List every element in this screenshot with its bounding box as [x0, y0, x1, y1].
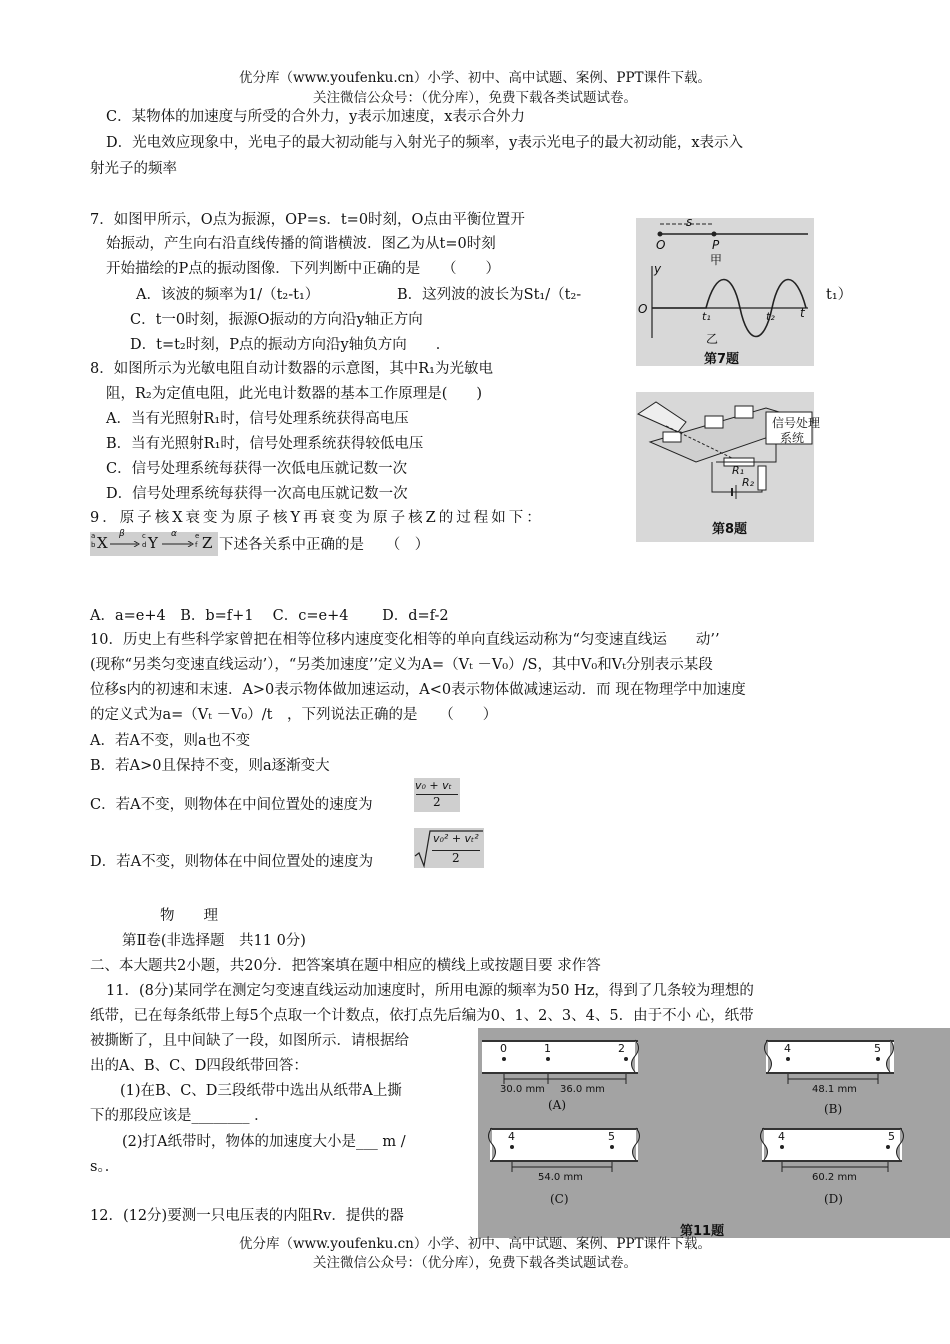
q8-option-c: C．信号处理系统每获得一次低电压就记数一次	[106, 461, 408, 477]
q8-fig-r2: R₂	[742, 476, 755, 489]
q11-label-d: (D)	[824, 1192, 843, 1206]
q7-option-d: D．t=t₂时刻，P点的振动方向沿y轴负方向 ．	[130, 337, 451, 353]
q11-d-point-4: 4	[778, 1130, 785, 1143]
q7-option-c: C．t一0时刻，振源O振动的方向沿y轴正方向	[130, 312, 423, 328]
q7-fig-caption: 第7题	[704, 352, 740, 367]
q9-formula-a: a	[91, 532, 96, 540]
q7-fig-t: t	[800, 306, 805, 320]
q11-tape-c-marks	[482, 1126, 644, 1162]
q9-formula-c: c	[142, 532, 146, 540]
q11-sub2-b: s。．	[90, 1159, 120, 1175]
q9-arrow-2-icon	[162, 541, 194, 547]
q11-sub1-a: (1)在B、C、D三段纸带中选出从纸带A上撕	[120, 1083, 402, 1099]
q11-a-point-0: 0	[500, 1042, 507, 1055]
q10-option-c-numerator: v₀ + vₜ	[415, 779, 452, 792]
q10-option-c-denominator: 2	[433, 795, 441, 809]
q11-c-point-4: 4	[508, 1130, 515, 1143]
q10-line-3: 位移s内的初速和末速．A>0表示物体做加速运动，A<0表示物体做减速运动．而 现在物理学中加速度	[90, 682, 746, 698]
q9-formula-z: Z	[202, 534, 213, 552]
q11-fig-caption: 第11题	[680, 1224, 725, 1239]
q9-formula-alpha: α	[171, 529, 177, 539]
q7-stem-1: 7．如图甲所示，O点为振源，OP=s．t=0时刻，O点由平衡位置开	[90, 212, 525, 228]
q9-arrow-1-icon	[110, 541, 140, 547]
q10-line-4: 的定义式为a=（Vₜ －V₀）/t ，下列说法正确的是 （ ）	[90, 707, 498, 723]
q11-a-distance-2: 36.0 mm	[560, 1084, 605, 1095]
q11-b-dimension-line	[786, 1074, 880, 1084]
q11-label-c: (C)	[550, 1192, 569, 1206]
q10-option-d: D．若A不变，则物体在中间位置处的速度为	[90, 854, 374, 870]
q7-stem-2: 始振动，产生向右沿直线传播的简谐横波．图乙为从t=0时刻	[106, 236, 496, 252]
q9-formula-y: Y	[148, 534, 158, 552]
header-line-2: 关注微信公众号：（优分库），免费下载各类试题试卷。	[313, 90, 637, 106]
q10-option-c: C．若A不变，则物体在中间位置处的速度为	[90, 797, 373, 813]
q8-fig-caption: 第8题	[712, 522, 748, 537]
q8-option-a: A．当有光照射R₁时，信号处理系统获得高电压	[106, 411, 409, 427]
q11-line-1: 11．(8分)某同学在测定匀变速直线运动加速度时，所用电源的频率为50 Hz，得到了几条较为理想的	[106, 983, 754, 999]
q9-formula-d: d	[142, 541, 147, 549]
q11-a-distance-1: 30.0 mm	[500, 1084, 545, 1095]
q8-stem-1: 8．如图所示为光敏电阻自动计数器的示意图，其中R₁为光敏电	[90, 361, 493, 377]
q7-fig-jia: 甲	[710, 253, 723, 267]
part2-title: 第Ⅱ卷(非选择题 共11 0分)	[122, 933, 306, 949]
q7-fig-o2: O	[638, 302, 648, 316]
header-line-1: 优分库（www.youfenku.cn）小学、初中、高中试题、案例、PPT课件下载。	[238, 70, 712, 86]
q10-option-c-fraction	[414, 778, 460, 812]
q9-decay-formula	[90, 529, 218, 556]
q9-formula-beta: β	[119, 529, 125, 539]
q10-option-d-numerator: v₀² + vₜ²	[433, 832, 479, 845]
q11-sub2-a: (2)打A纸带时，物体的加速度大小是___ m /	[122, 1134, 406, 1150]
q9-formula-f: f	[195, 541, 198, 549]
q7-fig-s: s	[686, 215, 693, 229]
q7-fig-t1: t₁	[702, 310, 711, 323]
q11-label-b: (B)	[824, 1102, 843, 1116]
q7-fig-y: y	[654, 262, 662, 276]
q8-figure	[636, 392, 821, 542]
q11-d-dimension-line	[780, 1162, 892, 1172]
q11-line-2: 纸带，已在每条纸带上每5个点取一个计数点，依打点先后编为0、1、2、3、4、5．由于不小 心，纸带	[90, 1008, 754, 1024]
q10-option-d-sqrt-fraction	[414, 828, 484, 868]
q8-fig-box-2: 系统	[780, 431, 805, 445]
q11-c-distance: 54.0 mm	[538, 1172, 583, 1183]
q8-fig-r1: R₁	[732, 464, 745, 477]
q9-stem-2: 下述各关系中正确的是 （ ）	[219, 537, 430, 553]
q6-option-c: C．某物体的加速度与所受的合外力，y表示加速度，x表示合外力	[106, 109, 525, 125]
q11-b-distance: 48.1 mm	[812, 1084, 857, 1095]
q7-fig-o: O	[656, 238, 666, 252]
q8-option-b: B．当有光照射R₁时，信号处理系统获得较低电压	[106, 436, 424, 452]
q9-formula-b: b	[91, 541, 96, 549]
q11-a-point-2: 2	[618, 1042, 625, 1055]
q6-option-d: D．光电效应现象中，光电子的最大初动能与入射光子的频率，y表示光电子的最大初动能，x表示入	[106, 135, 743, 151]
q11-figure	[478, 1028, 950, 1238]
q10-option-b: B．若A>0且保持不变，则a逐渐变大	[90, 758, 330, 774]
q7-fig-t2: t₂	[766, 310, 775, 323]
q8-fig-box-1: 信号处理	[772, 416, 821, 430]
q7-option-b: B．这列波的波长为St₁/（t₂-	[397, 287, 582, 303]
q9-formula-x: X	[97, 534, 108, 552]
q9-options: A．a=e+4 B．b=f+1 C．c=e+4 D．d=f-2	[90, 608, 449, 624]
q11-d-distance: 60.2 mm	[812, 1172, 857, 1183]
footer-line-2: 关注微信公众号：（优分库），免费下载各类试题试卷。	[313, 1255, 637, 1271]
q11-b-point-5: 5	[874, 1042, 881, 1055]
q11-sub1-b: 下的那段应该是________ ．	[90, 1108, 269, 1124]
q11-b-point-4: 4	[784, 1042, 791, 1055]
q6-option-d-cont: 射光子的频率	[90, 161, 177, 177]
q11-line-4: 出的A、B、C、D四段纸带回答：	[90, 1058, 308, 1074]
q10-line-2: (现称“另类匀变速直线运动’），“另类加速度’’定义为A=（Vₜ －V₀）/S，其中V₀和Vₜ分别表示某段	[90, 657, 713, 673]
q9-formula-e: e	[195, 532, 200, 540]
q7-option-a: A．该波的频率为1/（t₂-t₁）	[136, 287, 320, 303]
q11-line-3: 被撕断了，且中间缺了一段，如图所示．请根据给	[90, 1033, 409, 1049]
q10-option-a: A．若A不变，则a也不变	[90, 733, 251, 749]
q11-c-dimension-line	[510, 1162, 616, 1172]
q11-d-point-5: 5	[888, 1130, 895, 1143]
q11-a-point-1: 1	[544, 1042, 551, 1055]
footer-line-1: 优分库（www.youfenku.cn）小学、初中、高中试题、案例、PPT课件下载。	[238, 1236, 712, 1252]
q11-label-a: (A)	[548, 1098, 567, 1112]
part2-instructions: 二、本大题共2小题，共20分．把答案填在题中相应的横线上或按题目要 求作答	[90, 958, 601, 974]
q7-figure	[636, 215, 814, 367]
q12-stem: 12．(12分)要测一只电压表的内阻Rv．提供的器	[90, 1208, 404, 1224]
q7-stem-3: 开始描绘的P点的振动图像．下列判断中正确的是 （ ）	[106, 261, 501, 277]
q10-option-d-denominator: 2	[452, 851, 460, 865]
q7-fig-yi: 乙	[706, 332, 719, 346]
part2-subject: 物 理	[160, 908, 218, 924]
q10-line-1: 10．历史上有些科学家曾把在相等位移内速度变化相等的单向直线运动称为“匀变速直线运 动’’	[90, 632, 720, 648]
q8-stem-2: 阻，R₂为定值电阻，此光电计数器的基本工作原理是( )	[106, 386, 483, 402]
q7-fig-p: P	[712, 238, 720, 252]
q7-option-b-cont: t₁）	[826, 287, 853, 303]
q11-a-dimension-lines	[502, 1074, 632, 1084]
q8-option-d: D．信号处理系统每获得一次高电压就记数一次	[106, 486, 408, 502]
q11-c-point-5: 5	[608, 1130, 615, 1143]
q9-stem-1: 9．原子核X衰变为原子核Y再衰变为原子核Z的过程如下：	[90, 510, 544, 526]
